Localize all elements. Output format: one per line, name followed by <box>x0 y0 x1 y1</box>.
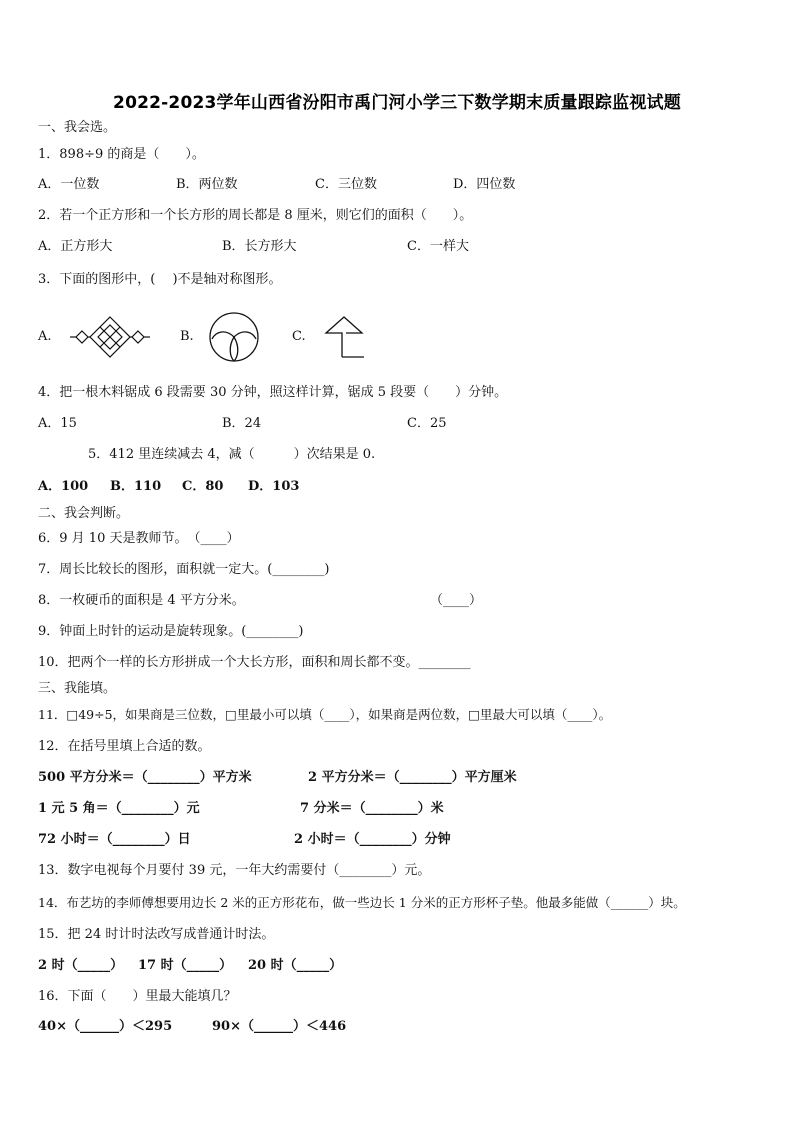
q1-option-d: D．四位数 <box>453 177 516 192</box>
question-6: 6．9 月 10 天是教师节。 （____） <box>38 531 240 546</box>
q15-item-c: 20 时（_____） <box>248 958 343 973</box>
q1-option-a: A．一位数 <box>38 177 100 192</box>
q5-option-a: A．100 <box>38 479 89 494</box>
question-3: 3．下面的图形中，( )不是轴对称图形。 <box>38 272 282 287</box>
q12-row3-right: 2 小时＝（________）分钟 <box>294 832 451 847</box>
q2-option-c: C．一样大 <box>407 239 469 254</box>
question-14: 14．布艺坊的李师傅想要用边长 2 米的正方形花布，做一些边长 1 分米的正方形杯子垫。他最多能做（______）块。 <box>38 895 686 910</box>
question-5: 5．412 里连续减去 4，减（ ）次结果是 0. <box>88 447 376 462</box>
section-heading-3: 三、我能填。 <box>38 681 117 696</box>
q2-option-b: B．长方形大 <box>222 239 297 254</box>
q4-option-b: B．24 <box>222 416 262 431</box>
circle-petal-figure <box>208 311 260 363</box>
question-4: 4．把一根木料锯成 6 段需要 30 分钟，照这样计算，锯成 5 段要（ ）分钟。 <box>38 385 508 400</box>
q5-option-c: C．80 <box>182 479 224 494</box>
q3-option-c: C. <box>292 329 306 344</box>
q1-option-c: C．三位数 <box>315 177 377 192</box>
q1-option-b: B．两位数 <box>176 177 238 192</box>
question-16: 16．下面（ ）里最大能填几？ <box>38 989 237 1004</box>
q16-item-b: 90×（______）＜446 <box>212 1019 347 1034</box>
question-11: 11．□49÷5，如果商是三位数，□里最小可以填（____），如果商是两位数，□里最大可以填（____）。 <box>38 707 612 722</box>
q12-row2-right: 7 分米＝（________）米 <box>300 801 444 816</box>
q12-row1-right: 2 平方分米＝（________）平方厘米 <box>308 770 517 785</box>
q12-row2-left: 1 元 5 角＝（________）元 <box>38 801 200 816</box>
chinese-knot-figure <box>70 313 150 361</box>
q16-item-a: 40×（______）＜295 <box>38 1019 173 1034</box>
q4-option-a: A．15 <box>38 416 77 431</box>
q3-option-b: B. <box>180 329 194 344</box>
question-2: 2．若一个正方形和一个长方形的周长都是 8 厘米，则它们的面积（ ）。 <box>38 208 473 223</box>
question-7: 7．周长比较长的图形，面积就一定大。(________) <box>38 562 330 577</box>
question-9: 9．钟面上时针的运动是旋转现象。(________) <box>38 624 304 639</box>
section-heading-1: 一、我会选。 <box>38 120 117 135</box>
section-heading-2: 二、我会判断。 <box>38 506 130 521</box>
question-8: 8．一枚硬币的面积是 4 平方分米。 <box>38 593 245 608</box>
q12-row3-left: 72 小时＝（________）日 <box>38 832 191 847</box>
q4-option-c: C．25 <box>407 416 447 431</box>
question-1: 1．898÷9 的商是（ ）。 <box>38 147 205 162</box>
question-15: 15．把 24 时计时法改写成普通计时法。 <box>38 927 275 942</box>
question-13: 13．数字电视每个月要付 39 元，一年大约需要付（________）元。 <box>38 863 431 878</box>
question-10: 10．把两个一样的长方形拼成一个大长方形，面积和周长都不变。________ <box>38 655 471 670</box>
q15-item-a: 2 时（_____） <box>38 958 124 973</box>
q2-option-a: A．正方形大 <box>38 239 113 254</box>
q8-answer-blank[interactable]: （____） <box>430 593 483 608</box>
page-title: 2022-2023学年山西省汾阳市禹门河小学三下数学期末质量跟踪监视试题 <box>113 93 681 113</box>
q15-item-b: 17 时（_____） <box>138 958 233 973</box>
question-12: 12．在括号里填上合适的数。 <box>38 739 211 754</box>
q12-row1-left: 500 平方分米＝（________）平方米 <box>38 770 252 785</box>
q3-option-a: A. <box>38 329 52 344</box>
q5-option-d: D．103 <box>248 479 300 494</box>
arrow-figure <box>322 315 366 361</box>
q5-option-b: B．110 <box>110 479 162 494</box>
